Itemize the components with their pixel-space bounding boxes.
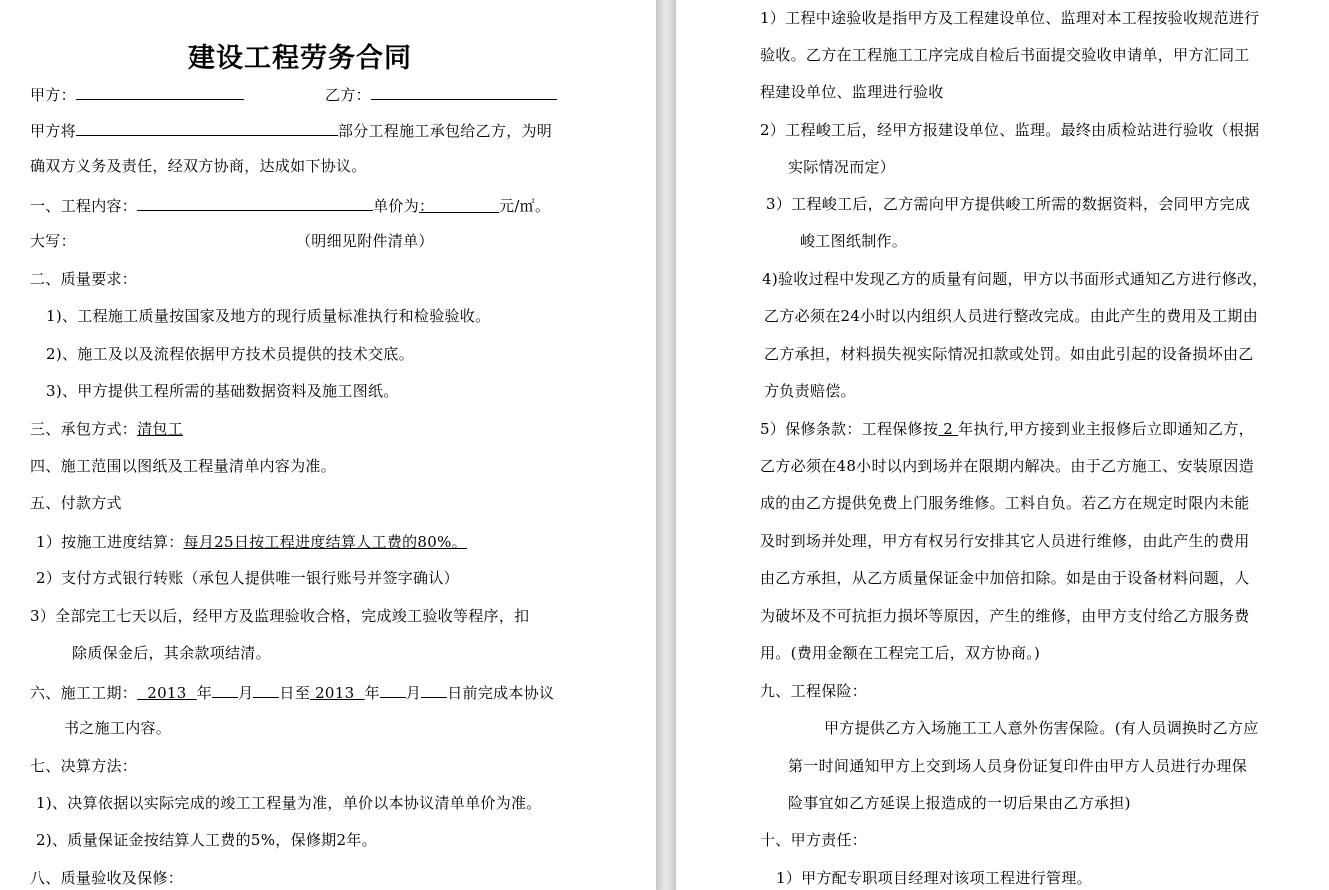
end-year-suffix: 年 bbox=[364, 684, 380, 702]
start-month-blank bbox=[212, 681, 238, 698]
insurance-line-2: 第一时间通知甲方上交到场人员身份证复印件由甲方人员进行办理保 bbox=[788, 757, 1248, 775]
acceptance-item-4b: 乙方必须在24小时以内组织人员进行整改完成。由此产生的费用及工期由 bbox=[764, 307, 1258, 325]
contract-type-value: 清包工 bbox=[137, 420, 184, 438]
warranty-line-1 bbox=[760, 419, 1254, 439]
section-3-label: 三、承包方式： bbox=[30, 420, 138, 438]
start-month-suffix: 月 bbox=[238, 684, 254, 702]
start-year-value: 2013 bbox=[147, 684, 187, 702]
payment-progress-value: 每月25日按工程进度结算人工费的80%。 bbox=[183, 533, 467, 551]
section-2-item-2: 2)、施工及以及流程依据甲方技术员提供的技术交底。 bbox=[46, 345, 414, 363]
section-7-heading: 七、决算方法： bbox=[30, 757, 138, 775]
end-year-value: 2013 bbox=[315, 684, 355, 702]
warranty-line-2: 乙方必须在48小时以内到场并在限期内解决。由于乙方施工、安装原因造 bbox=[760, 457, 1254, 475]
warranty-years-value: 2 bbox=[943, 420, 954, 438]
section-7-item-2: 2)、质量保证金按结算人工费的5%，保修期2年。 bbox=[36, 831, 377, 849]
section-8-heading: 八、质量验收及保修： bbox=[30, 869, 184, 887]
warranty-line-5: 由乙方承担，从乙方质量保证金中加倍扣除。如是由于设备材料问题，人 bbox=[760, 569, 1250, 587]
section-4-heading: 四、施工范围以图纸及工程量清单内容为准。 bbox=[30, 457, 337, 475]
section-10-heading: 十、甲方责任： bbox=[760, 831, 868, 849]
intro-line-2: 确双方义务及责任，经双方协商，达成如下协议。 bbox=[30, 157, 367, 175]
warranty-line-4: 及时到场并处理，甲方有权另行安排其它人员进行维修，由此产生的费用 bbox=[760, 532, 1250, 550]
section-2-item-3: 3)、甲方提供工程所需的基础数据资料及施工图纸。 bbox=[46, 382, 399, 400]
acceptance-item-3b: 峻工图纸制作。 bbox=[800, 232, 908, 250]
section-6-line bbox=[30, 681, 554, 703]
section-5-item-1 bbox=[36, 532, 467, 552]
warranty-line-3: 成的由乙方提供免费上门服务维修。工料自负。若乙方在规定时限内未能 bbox=[760, 494, 1250, 512]
warranty-line-6: 为破坏及不可抗拒力损坏等原因，产生的维修，由甲方支付给乙方服务费 bbox=[760, 607, 1250, 625]
end-year bbox=[310, 684, 365, 702]
party-b-line bbox=[325, 83, 557, 105]
warranty-line-7: 用。(费用金额在工程完工后，双方协商。) bbox=[760, 644, 1041, 662]
warranty-suffix: 年执行,甲方接到业主报修后立即通知乙方， bbox=[958, 420, 1254, 438]
intro-prefix: 甲方将 bbox=[30, 122, 76, 140]
section-5-item-3b: 除质保金后，其余款项结清。 bbox=[72, 644, 271, 662]
section-9-heading: 九、工程保险： bbox=[760, 682, 868, 700]
section-1-line bbox=[30, 194, 550, 216]
section-6-label: 六、施工工期： bbox=[30, 684, 138, 702]
party-b-blank bbox=[371, 83, 557, 100]
section-7-item-1: 1)、决算依据以实际完成的竣工工程量为准，单价以本协议清单单价为准。 bbox=[36, 794, 542, 812]
unit-price-label: 单价为 bbox=[373, 197, 420, 215]
document-page-left bbox=[0, 0, 656, 890]
warranty-years bbox=[938, 420, 958, 438]
start-year-suffix: 年 bbox=[196, 684, 213, 702]
intro-line-1 bbox=[30, 119, 552, 141]
party-a-label: 甲方： bbox=[30, 86, 76, 104]
content-blank bbox=[137, 194, 373, 211]
document-title: 建设工程劳务合同 bbox=[188, 43, 412, 74]
acceptance-item-1a: 1）工程中途验收是指甲方及工程建设单位、监理对本工程按验收规范进行 bbox=[760, 9, 1260, 27]
section-2-item-1: 1)、工程施工质量按国家及地方的现行质量标准执行和检验验收。 bbox=[46, 307, 491, 325]
unit-price-blank bbox=[419, 196, 499, 213]
insurance-line-3: 险事宜如乙方延误上报造成的一切后果由乙方承担) bbox=[788, 794, 1131, 812]
end-month-blank bbox=[380, 681, 406, 698]
end-month-suffix: 月 bbox=[405, 684, 422, 702]
end-day-blank bbox=[421, 681, 447, 698]
acceptance-item-4a: 4)验收过程中发现乙方的质量有问题，甲方以书面形式通知乙方进行修改， bbox=[762, 270, 1268, 288]
start-day-suffix: 日至 bbox=[279, 684, 310, 702]
page-gap bbox=[656, 0, 676, 890]
section-5-item-3a: 3）全部完工七天以后，经甲方及监理验收合格，完成竣工验收等程序，扣 bbox=[30, 607, 530, 625]
section-3-line bbox=[30, 419, 183, 439]
daxie-note: （明细见附件清单） bbox=[296, 232, 434, 250]
acceptance-item-4c: 乙方承担，材料损失视实际情况扣款或处罚。如由此引起的设备损坏由乙 bbox=[764, 345, 1254, 363]
section-2-heading: 二、质量要求： bbox=[30, 270, 138, 288]
acceptance-item-2b: 实际情况而定） bbox=[788, 158, 896, 176]
section-5-heading: 五、付款方式 bbox=[30, 494, 122, 512]
acceptance-item-1c: 程建设单位、监理进行验收 bbox=[760, 83, 944, 101]
daxie-label: 大写： bbox=[30, 232, 76, 250]
start-year bbox=[137, 684, 197, 702]
intro-suffix: 部分工程施工承包给乙方，为明 bbox=[337, 122, 553, 140]
end-day-suffix: 日前完成本协议 bbox=[447, 684, 555, 702]
start-day-blank bbox=[253, 681, 279, 698]
party-a-blank bbox=[76, 83, 244, 100]
unit-label: 元/㎡。 bbox=[499, 197, 551, 215]
acceptance-item-1b: 验收。乙方在工程施工工序完成自检后书面提交验收申请单，甲方汇同工 bbox=[760, 46, 1250, 64]
unit-price-colon: ： bbox=[419, 197, 435, 215]
section-1-label: 一、工程内容： bbox=[30, 197, 138, 215]
party-b-label: 乙方： bbox=[325, 86, 371, 104]
section-5-item-2: 2）支付方式银行转账（承包人提供唯一银行账号并签字确认） bbox=[36, 569, 459, 587]
document-page-right bbox=[676, 0, 1329, 890]
party-a-duty-item-1: 1）甲方配专职项目经理对该项工程进行管理。 bbox=[776, 869, 1092, 887]
acceptance-item-2a: 2）工程峻工后，经甲方报建设单位、监理。最终由质检站进行验收（根据 bbox=[760, 121, 1260, 139]
payment-progress-label: 1）按施工进度结算： bbox=[36, 533, 184, 551]
acceptance-item-4d: 方负责赔偿。 bbox=[764, 382, 856, 400]
insurance-line-1: 甲方提供乙方入场施工工人意外伤害保险。(有人员调换时乙方应 bbox=[824, 719, 1259, 737]
section-6-line-2: 书之施工内容。 bbox=[64, 719, 172, 737]
intro-blank bbox=[76, 119, 338, 136]
warranty-label: 5）保修条款：工程保修按 bbox=[760, 420, 939, 438]
acceptance-item-3a: 3）工程峻工后，乙方需向甲方提供峻工所需的数据资料，会同甲方完成 bbox=[766, 195, 1251, 213]
party-a-line bbox=[30, 83, 244, 105]
